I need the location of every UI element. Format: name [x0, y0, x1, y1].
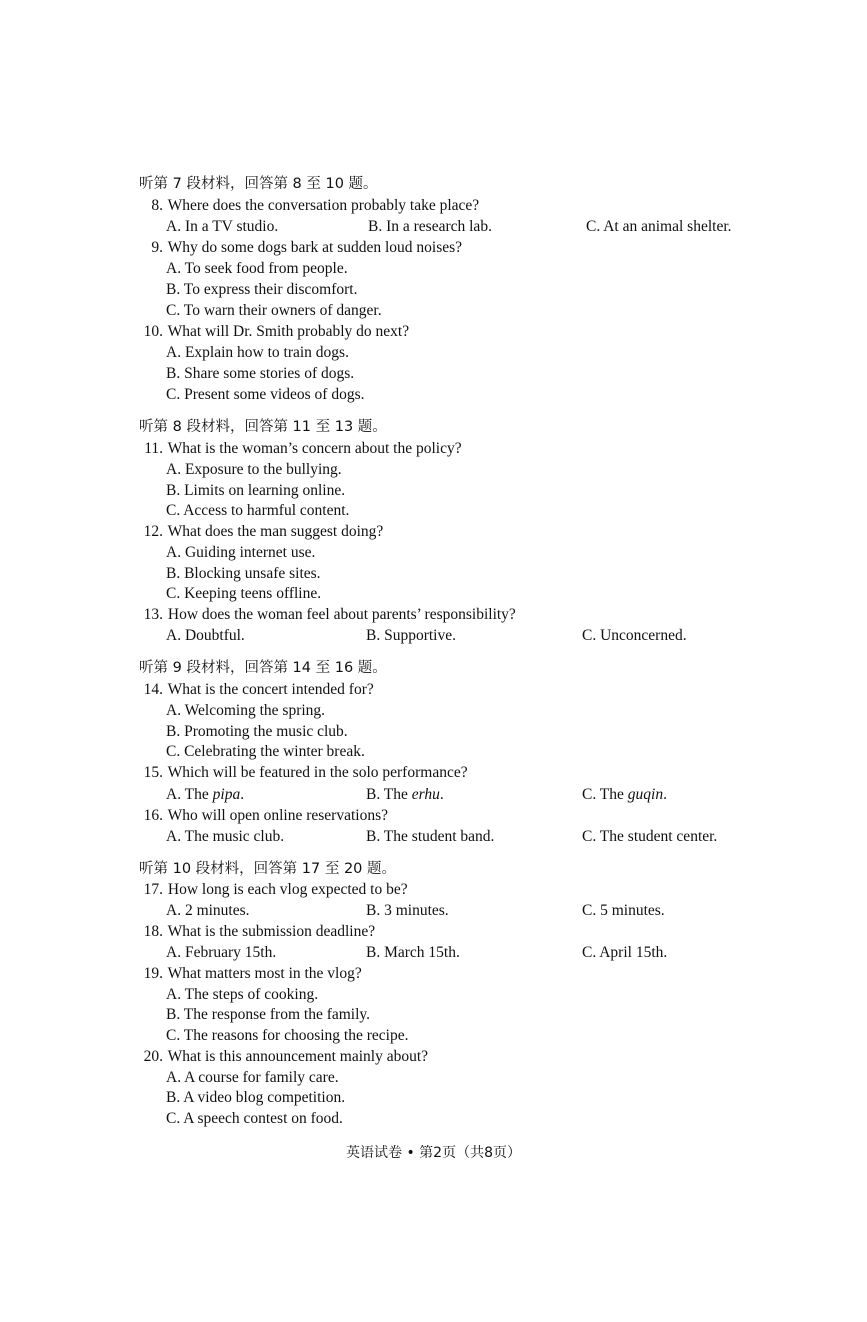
question-text: What is the woman’s concern about the policy? — [167, 440, 462, 457]
option-b: B. Limits on learning online. — [166, 482, 346, 499]
section-header: 听第 7 段材料，回答第 8 至 10 题。 — [139, 176, 378, 192]
option-b: B. The student band. — [366, 828, 495, 845]
option-c: C. A speech contest on food. — [166, 1110, 343, 1127]
question-text: What is the submission deadline? — [167, 923, 376, 940]
question-16 — [139, 806, 388, 826]
option-b: B. Share some stories of dogs. — [166, 365, 355, 382]
question-text: Why do some dogs bark at sudden loud noises? — [167, 239, 463, 256]
question-20 — [139, 1047, 428, 1067]
question-text: What matters most in the vlog? — [167, 965, 362, 982]
option-b: B. March 15th. — [366, 944, 460, 961]
question-text: What will Dr. Smith probably do next? — [167, 323, 410, 340]
question-number: 14. — [143, 681, 163, 698]
option-b: B. In a research lab. — [368, 218, 492, 235]
question-8 — [139, 196, 479, 216]
option-c: C. Keeping teens offline. — [166, 585, 322, 602]
option-c: C. To warn their owners of danger. — [166, 302, 382, 319]
question-15 — [139, 763, 468, 783]
option-b: B. To express their discomfort. — [166, 281, 358, 298]
question-number: 17. — [143, 881, 163, 898]
option-b: B. Blocking unsafe sites. — [166, 565, 321, 582]
options-row — [166, 943, 766, 963]
option-a: A. Explain how to train dogs. — [166, 344, 349, 361]
question-number: 12. — [143, 523, 163, 540]
option-c: C. Unconcerned. — [582, 627, 687, 644]
option-c: C. 5 minutes. — [582, 902, 665, 919]
question-number: 9. — [151, 239, 163, 256]
question-text: How long is each vlog expected to be? — [167, 881, 408, 898]
options-row — [166, 626, 766, 646]
option-c: C. The guqin. — [582, 786, 667, 803]
section-header: 听第 10 段材料，回答第 17 至 20 题。 — [139, 861, 397, 877]
option-c: C. Present some videos of dogs. — [166, 386, 365, 403]
option-a: A. Doubtful. — [166, 627, 245, 644]
option-a: A. To seek food from people. — [166, 260, 348, 277]
option-a: A. The pipa. — [166, 786, 245, 803]
question-text: What is the concert intended for? — [167, 681, 374, 698]
option-a: A. The music club. — [166, 828, 285, 845]
question-number: 15. — [143, 764, 163, 781]
section-header: 听第 8 段材料，回答第 11 至 13 题。 — [139, 419, 387, 435]
option-a: A. 2 minutes. — [166, 902, 250, 919]
option-a: A. The steps of cooking. — [166, 986, 319, 1003]
options-row — [166, 217, 766, 237]
question-number: 18. — [143, 923, 163, 940]
question-text: Who will open online reservations? — [167, 807, 388, 824]
option-b: B. A video blog competition. — [166, 1089, 346, 1106]
options-row — [166, 785, 766, 805]
option-b: B. Promoting the music club. — [166, 723, 348, 740]
option-a: A. Welcoming the spring. — [166, 702, 326, 719]
question-18 — [139, 922, 375, 942]
question-10 — [139, 322, 409, 342]
question-number: 16. — [143, 807, 163, 824]
option-b: B. Supportive. — [366, 627, 456, 644]
question-13 — [139, 605, 516, 625]
options-row — [166, 901, 766, 921]
option-b: B. 3 minutes. — [366, 902, 449, 919]
question-number: 10. — [143, 323, 163, 340]
option-a: A. February 15th. — [166, 944, 277, 961]
option-c: C. Celebrating the winter break. — [166, 743, 365, 760]
option-c: C. The student center. — [582, 828, 718, 845]
option-c: C. The reasons for choosing the recipe. — [166, 1027, 409, 1044]
question-number: 19. — [143, 965, 163, 982]
option-c: C. At an animal shelter. — [586, 218, 732, 235]
options-row — [166, 827, 766, 847]
section-header: 听第 9 段材料，回答第 14 至 16 题。 — [139, 660, 387, 676]
option-b: B. The erhu. — [366, 786, 444, 803]
question-12 — [139, 522, 383, 542]
question-number: 13. — [143, 606, 163, 623]
question-number: 20. — [143, 1048, 163, 1065]
question-text: How does the woman feel about parents’ responsibility? — [167, 606, 516, 623]
question-19 — [139, 964, 362, 984]
option-a: A. A course for family care. — [166, 1069, 339, 1086]
option-a: A. Guiding internet use. — [166, 544, 316, 561]
question-number: 11. — [144, 440, 163, 457]
question-9 — [139, 238, 462, 258]
question-17 — [139, 880, 408, 900]
question-number: 8. — [151, 197, 163, 214]
question-text: Where does the conversation probably take place? — [167, 197, 480, 214]
option-c: C. Access to harmful content. — [166, 502, 350, 519]
question-11 — [139, 439, 462, 459]
option-c: C. April 15th. — [582, 944, 668, 961]
question-text: What is this announcement mainly about? — [167, 1048, 429, 1065]
option-a: A. In a TV studio. — [166, 218, 279, 235]
question-text: What does the man suggest doing? — [167, 523, 384, 540]
question-14 — [139, 680, 374, 700]
question-text: Which will be featured in the solo performance? — [167, 764, 468, 781]
option-b: B. The response from the family. — [166, 1006, 371, 1023]
page-footer: 英语试卷 • 第2页（共8页） — [346, 1145, 521, 1161]
option-a: A. Exposure to the bullying. — [166, 461, 342, 478]
